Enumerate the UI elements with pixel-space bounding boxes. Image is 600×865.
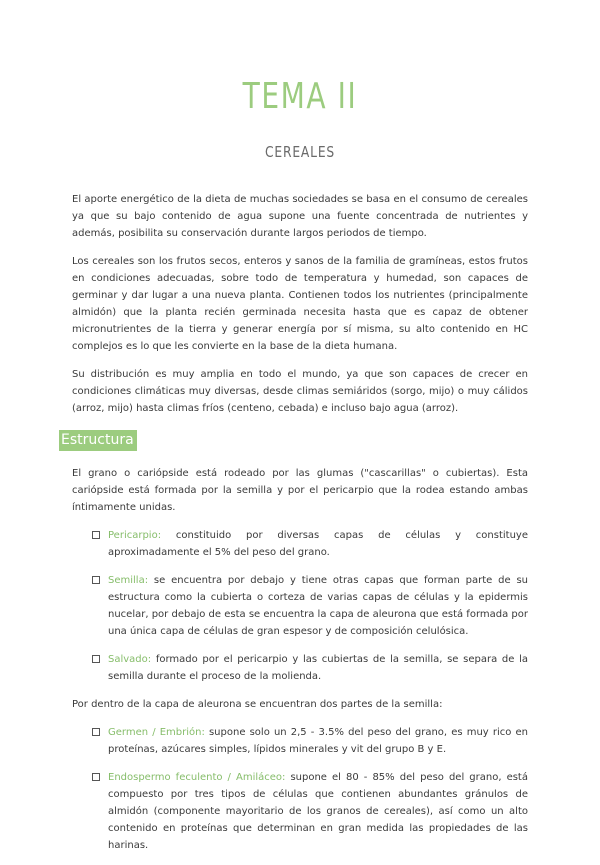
checkbox-icon: [92, 728, 100, 736]
section-intro: El grano o cariópside está rodeado por las glumas ("cascarillas" o cubiertas). Esta cariópside está formada por la semilla y por el pericarpio que la rodea estando ambas íntimamente unidas.: [72, 468, 528, 513]
item-text: supone solo un 2,5 - 3.5% del peso del grano, es muy rico en proteínas, azúcares simples, lípidos minerales y vit del grupo B y E.: [108, 727, 528, 755]
page-title: TEMA II: [242, 76, 358, 117]
list-item: [72, 769, 528, 854]
item-text: se encuentra por debajo y tiene otras capas que forman parte de su estructura como la cubierta o corteza de varias capas de células y la epidermis nucelar, por debajo de esta se encuentra la capa de aleurona que está formada por una única capa de células de gran espesor y de composición celulósica.: [108, 575, 528, 637]
checkbox-icon: [92, 576, 100, 584]
item-text: supone el 80 - 85% del peso del grano, está compuesto por tres tipos de células que contienen abundantes gránulos de almidón (componente mayoritario de los granos de cereales), así como un alto contenido en proteínas que determinan en gran medida las propiedades de las harinas.: [108, 772, 528, 851]
item-term: Pericarpio:: [108, 530, 162, 541]
item-term: Semilla:: [108, 575, 149, 586]
section-heading: Estructura: [59, 430, 137, 451]
paragraph: El aporte energético de la dieta de muchas sociedades se basa en el consumo de cereales ya que su bajo contenido de agua supone una fuente concentrada de nutrientes y además, posibilita su conservación durante largos periodos de tiempo.: [72, 194, 528, 239]
item-term: Salvado:: [108, 654, 152, 665]
paragraph: Los cereales son los frutos secos, enteros y sanos de la familia de gramíneas, estos frutos en condiciones adecuadas, sobre todo de temperatura y humedad, son capaces de germinar y dar lugar a una nueva planta. Contienen todos los nutrientes (principalmente almidón) que la planta recién germinada necesita hasta que es capaz de obtener micronutrientes de la tierra y generar energía por sí misma, su alto contenido en HC complejos es lo que les convierte en la base de la dieta humana.: [72, 256, 528, 352]
page-subtitle: CEREALES: [264, 143, 336, 161]
item-term: Endospermo feculento / Amiláceo:: [108, 772, 286, 783]
item-text: formado por el pericarpio y las cubiertas de la semilla, se separa de la semilla durante el proceso de la molienda.: [108, 654, 528, 682]
paragraph: Su distribución es muy amplia en todo el mundo, ya que son capaces de crecer en condiciones climáticas muy diversas, desde climas semiáridos (sorgo, mijo) o muy cálidos (arroz, mijo) hasta climas fríos (centeno, cebada) e incluso bajo agua (arroz).: [72, 369, 528, 414]
checkbox-icon: [92, 655, 100, 663]
document-body: [61, 191, 528, 865]
checkbox-icon: [92, 531, 100, 539]
list-item: [72, 724, 528, 758]
list-item: [72, 651, 528, 685]
list-item: [72, 572, 528, 640]
checkbox-icon: [92, 773, 100, 781]
item-term: Germen / Embrión:: [108, 727, 205, 738]
item-text: constituido por diversas capas de células y constituye aproximadamente el 5% del peso del grano.: [108, 530, 528, 558]
list-item: [72, 527, 528, 561]
section-intro-2: Por dentro de la capa de aleurona se encuentran dos partes de la semilla:: [72, 699, 443, 710]
